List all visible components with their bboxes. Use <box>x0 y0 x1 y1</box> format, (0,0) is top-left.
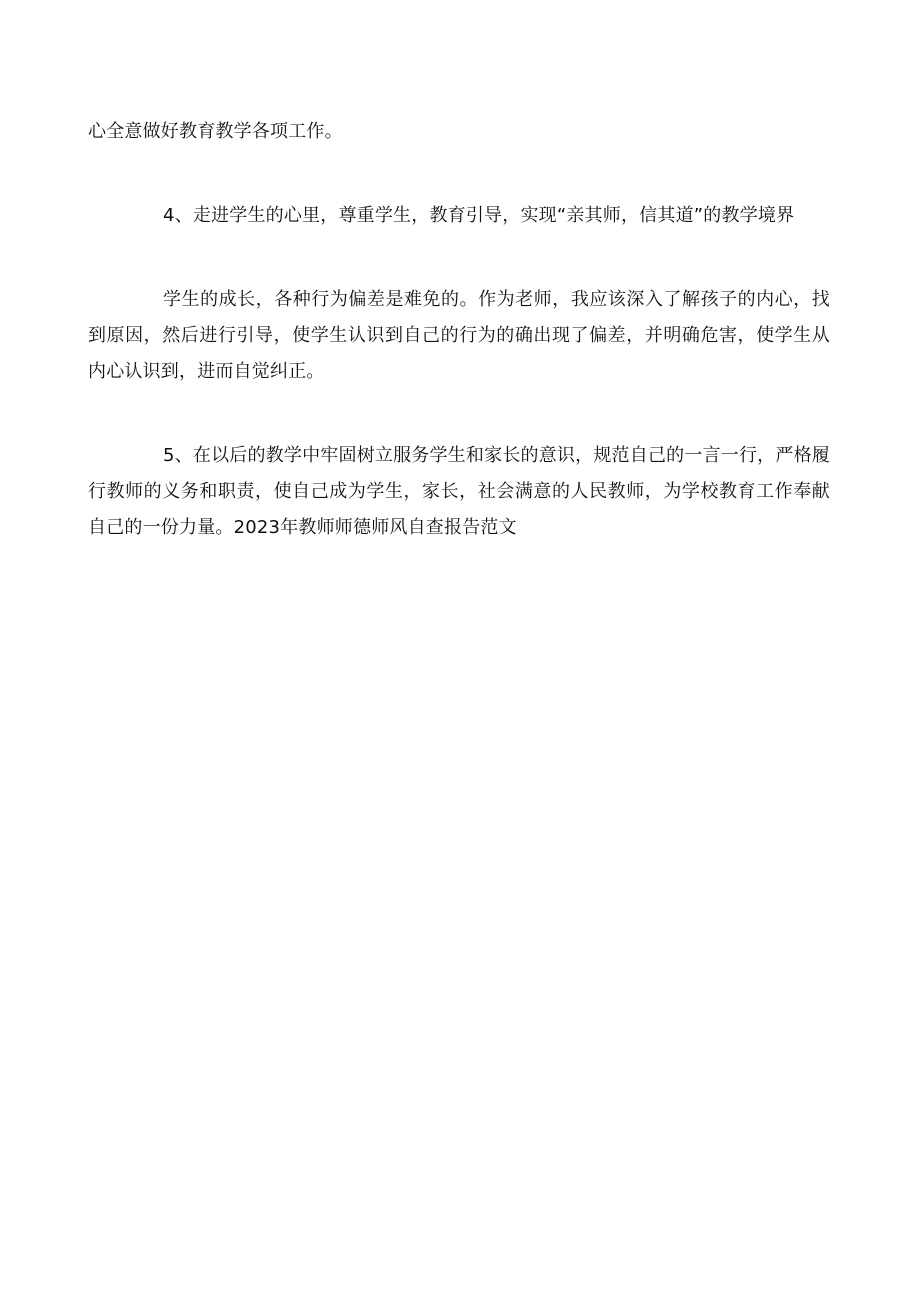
document-body <box>88 114 830 546</box>
paragraph-item-5: 5、在以后的教学中牢固树立服务学生和家长的意识，规范自己的一言一行，严格履行教师的义务和职责，使自己成为学生，家长，社会满意的人民教师，为学校教育工作奉献自己的一份力量。2023年教师师德师风自查报告范文 <box>88 445 830 538</box>
paragraph-item-4-heading: 4、走进学生的心里，尊重学生，教育引导，实现“亲其师，信其道”的教学境界 <box>163 205 795 226</box>
paragraph-student-growth: 学生的成长，各种行为偏差是难免的。作为老师，我应该深入了解孩子的内心，找到原因，然后进行引导，使学生认识到自己的行为的确出现了偏差，并明确危害，使学生从内心认识到，进而自觉纠正。 <box>88 289 830 382</box>
paragraph-continuation: 心全意做好教育教学各项工作。 <box>88 121 343 142</box>
